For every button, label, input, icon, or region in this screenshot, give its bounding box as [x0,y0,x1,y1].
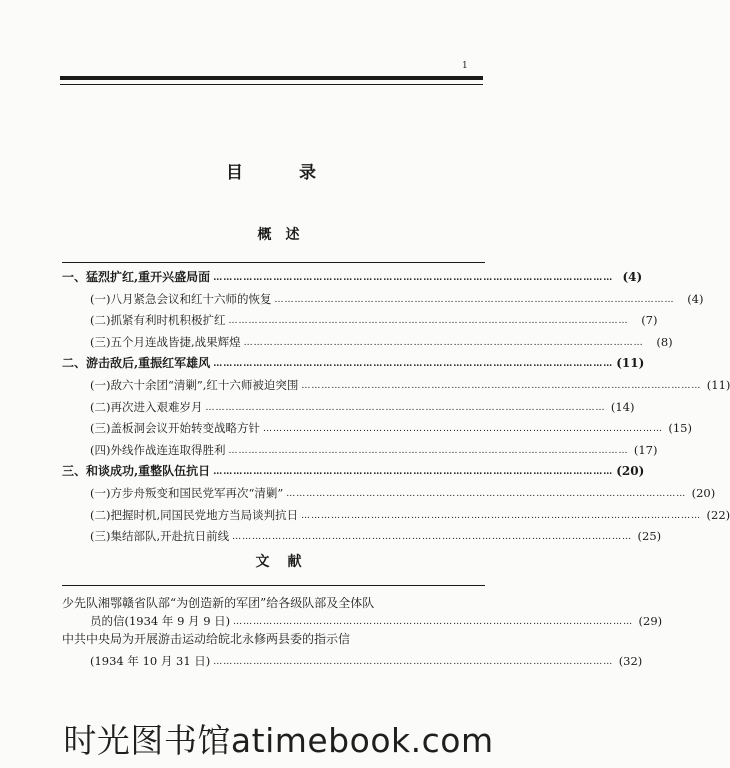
overview-rule [62,262,485,263]
toc-entry-page: (22) [706,508,730,522]
toc-entry-title: (二)再次进入艰难岁月 [90,400,203,414]
toc-entry-page: (20) [616,464,645,478]
toc-entry-title: (一)敌六十余团“清剿”,红十六师被迫突围 [90,378,299,392]
header-rule-thin [60,84,483,85]
leader-dots: ………………………………………………………………………………………………………… [233,617,634,627]
toc-entry-title: (一)方步舟叛变和国民党军再次“清剿” [90,486,284,500]
doc-entry-title-cont: 员的信(1934 年 9 月 9 日) [90,614,231,628]
toc-subsection[interactable] [62,290,704,308]
toc-entry-title: (三)盖板洞会议开始转变战略方针 [90,421,260,435]
leader-dots: ………………………………………………………………………………………………………… [228,316,629,326]
doc-entry-line-1: 中共中央局为开展游击运动给皖北永修两县委的指示信 [62,632,351,646]
leader-dots: ………………………………………………………………………………………………………… [205,403,606,413]
toc-entry-page: (20) [691,486,716,500]
leader-dots: ………………………………………………………………………………………………………… [262,424,663,434]
header-rule-thick [60,76,483,80]
documents-rule [62,585,485,586]
toc-chapter[interactable] [62,354,645,372]
toc-entry-title: 二、游击敌后,重振红军雄风 [62,356,211,370]
doc-entry-title-cont: (1934 年 10 月 31 日) [90,654,211,668]
toc-entry-title: (二)抓紧有利时机积极扩红 [90,313,226,327]
toc-entry-title: 一、猛烈扩红,重开兴盛局面 [62,270,211,284]
toc-subsection[interactable] [62,311,658,329]
toc-chapter[interactable] [62,462,645,480]
toc-entry-page: (25) [637,529,662,543]
toc-entry-page: (4) [622,270,643,284]
toc-title-char-1: 目 [226,163,243,183]
doc-entry-line-1: 少先队湘鄂赣省队部“为创造新的军团”给各级队部及全体队 [62,596,375,610]
toc-entry-page: (4) [687,292,704,306]
toc-subsection[interactable] [62,506,730,524]
toc-entry-page: (8) [656,335,673,349]
toc-subsection[interactable] [62,376,730,394]
toc-title-char-2: 录 [299,163,316,183]
toc-entry-title: (一)八月紧急会议和红十六师的恢复 [90,292,272,306]
leader-dots: ………………………………………………………………………………………………………… [213,657,614,667]
leader-dots: ………………………………………………………………………………………………………… [228,446,629,456]
page-number: 1 [462,61,468,71]
leader-dots: ………………………………………………………………………………………………………… [243,338,644,348]
leader-dots: ………………………………………………………………………………………………………… [232,532,633,542]
toc-entry-page: (7) [641,313,658,327]
doc-entry-page: (29) [638,614,663,628]
toc-subsection[interactable] [62,527,662,545]
toc-subsection[interactable] [62,441,658,459]
leader-dots: ………………………………………………………………………………………………………… [301,381,702,391]
toc-entry-page: (11) [706,378,730,392]
overview-heading: 概述 [257,227,314,243]
toc-entry-title: (二)把握时机,同国民党地方当局谈判抗日 [90,508,299,522]
toc-subsection[interactable] [62,398,635,416]
documents-heading: 文献 [255,554,320,570]
toc-entry-page: (15) [668,421,692,435]
toc-entry-title: 三、和谈成功,重整队伍抗日 [62,464,211,478]
toc-entry-page: (14) [610,400,635,414]
doc-entry-line-2 [90,652,643,670]
toc-subsection[interactable] [62,333,673,351]
leader-dots: ………………………………………………………………………………………………………… [213,273,614,283]
toc-entry-page: (17) [633,443,658,457]
doc-entry-line-2 [90,612,663,630]
leader-dots: ………………………………………………………………………………………………………… [274,295,675,305]
toc-chapter[interactable] [62,268,643,286]
toc-entry-title: (四)外线作战连连取得胜利 [90,443,226,457]
toc-entry-title: (三)集结部队,开赴抗日前线 [90,529,230,543]
watermark: 时光图书馆atimebook.com [63,720,494,760]
leader-dots: ………………………………………………………………………………………………………… [301,511,702,521]
doc-entry-page: (32) [618,654,643,668]
leader-dots: ………………………………………………………………………………………………………… [286,489,687,499]
toc-entry-title: (三)五个月连战皆捷,战果辉煌 [90,335,241,349]
toc-entry-page: (11) [616,356,645,370]
toc-subsection[interactable] [62,419,692,437]
leader-dots: ………………………………………………………………………………………………………… [213,359,614,369]
leader-dots: ………………………………………………………………………………………………………… [213,467,614,477]
toc-subsection[interactable] [62,484,716,502]
